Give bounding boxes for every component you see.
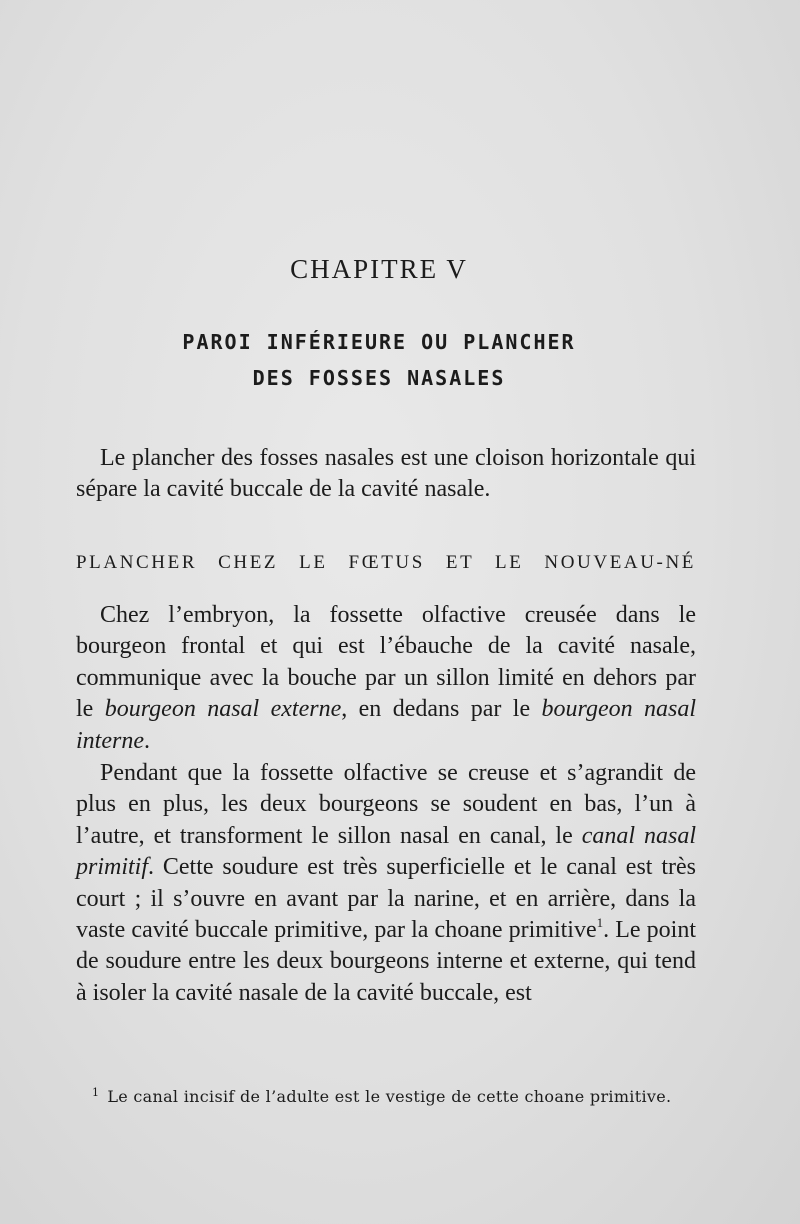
chapter-title-line-2: DES FOSSES NASALES [252, 366, 506, 390]
section-subheading: PLANCHER CHEZ LE FŒTUS ET LE NOUVEAU-NÉ [76, 552, 696, 573]
chapter-title-line-1: PAROI INFÉRIEURE OU PLANCHER [182, 330, 576, 354]
paragraph-soudure [76, 758, 696, 1009]
term-canal-nasal-primitif: canal nasal primitif [76, 822, 696, 881]
intro-paragraph [76, 443, 696, 506]
footnote [92, 1086, 702, 1106]
footnote-mark: 1 [92, 1086, 100, 1099]
paragraph-embryon-text-a: Chez l’embryon, la fossette olfactive creusée dans le bourgeon frontal et qui est l’ébauche de la cavité nasale, communique avec la bouche par un sillon limité en dehors par le [76, 602, 696, 723]
term-bourgeon-nasal-interne: bourgeon nasal interne [76, 696, 697, 754]
intro-text: Le plancher des fosses nasales est une cloison horizontale qui sépare la cavité buccale de la cavité nasale. [76, 445, 696, 503]
paragraph-soudure-text-b: . Cette soudure est très superficielle et le canal est très court ; il s’ouvre en avant par la narine, et en arrière, dans la vaste cavité buccale primitive, par la choane primitive [76, 854, 696, 944]
footnote-text: Le canal incisif de l’adulte est le vestige de cette choane primitive. [107, 1087, 672, 1106]
paragraph-embryon-text-b: , en dedans par le [341, 696, 542, 723]
term-bourgeon-nasal-externe: bourgeon nasal externe [104, 696, 342, 723]
paragraph-soudure-text-c: . Le point de soudure entre les deux bourgeons interne et externe, qui tend à isoler la cavité nasale de la cavité buccale, est [76, 917, 696, 1006]
chapter-heading: CHAPITRE V [290, 254, 468, 284]
paragraph-embryon-text-c: . [143, 727, 150, 754]
paragraph-soudure-text-a: Pendant que la fossette olfactive se creuse et s’agrandit de plus en plus, les deux bourgeons se soudent en bas, l’un à l’autre, et transforment le sillon nasal en canal, le [76, 760, 696, 849]
paragraph-embryon [76, 600, 696, 757]
footnote-reference[interactable]: 1 [596, 915, 604, 931]
